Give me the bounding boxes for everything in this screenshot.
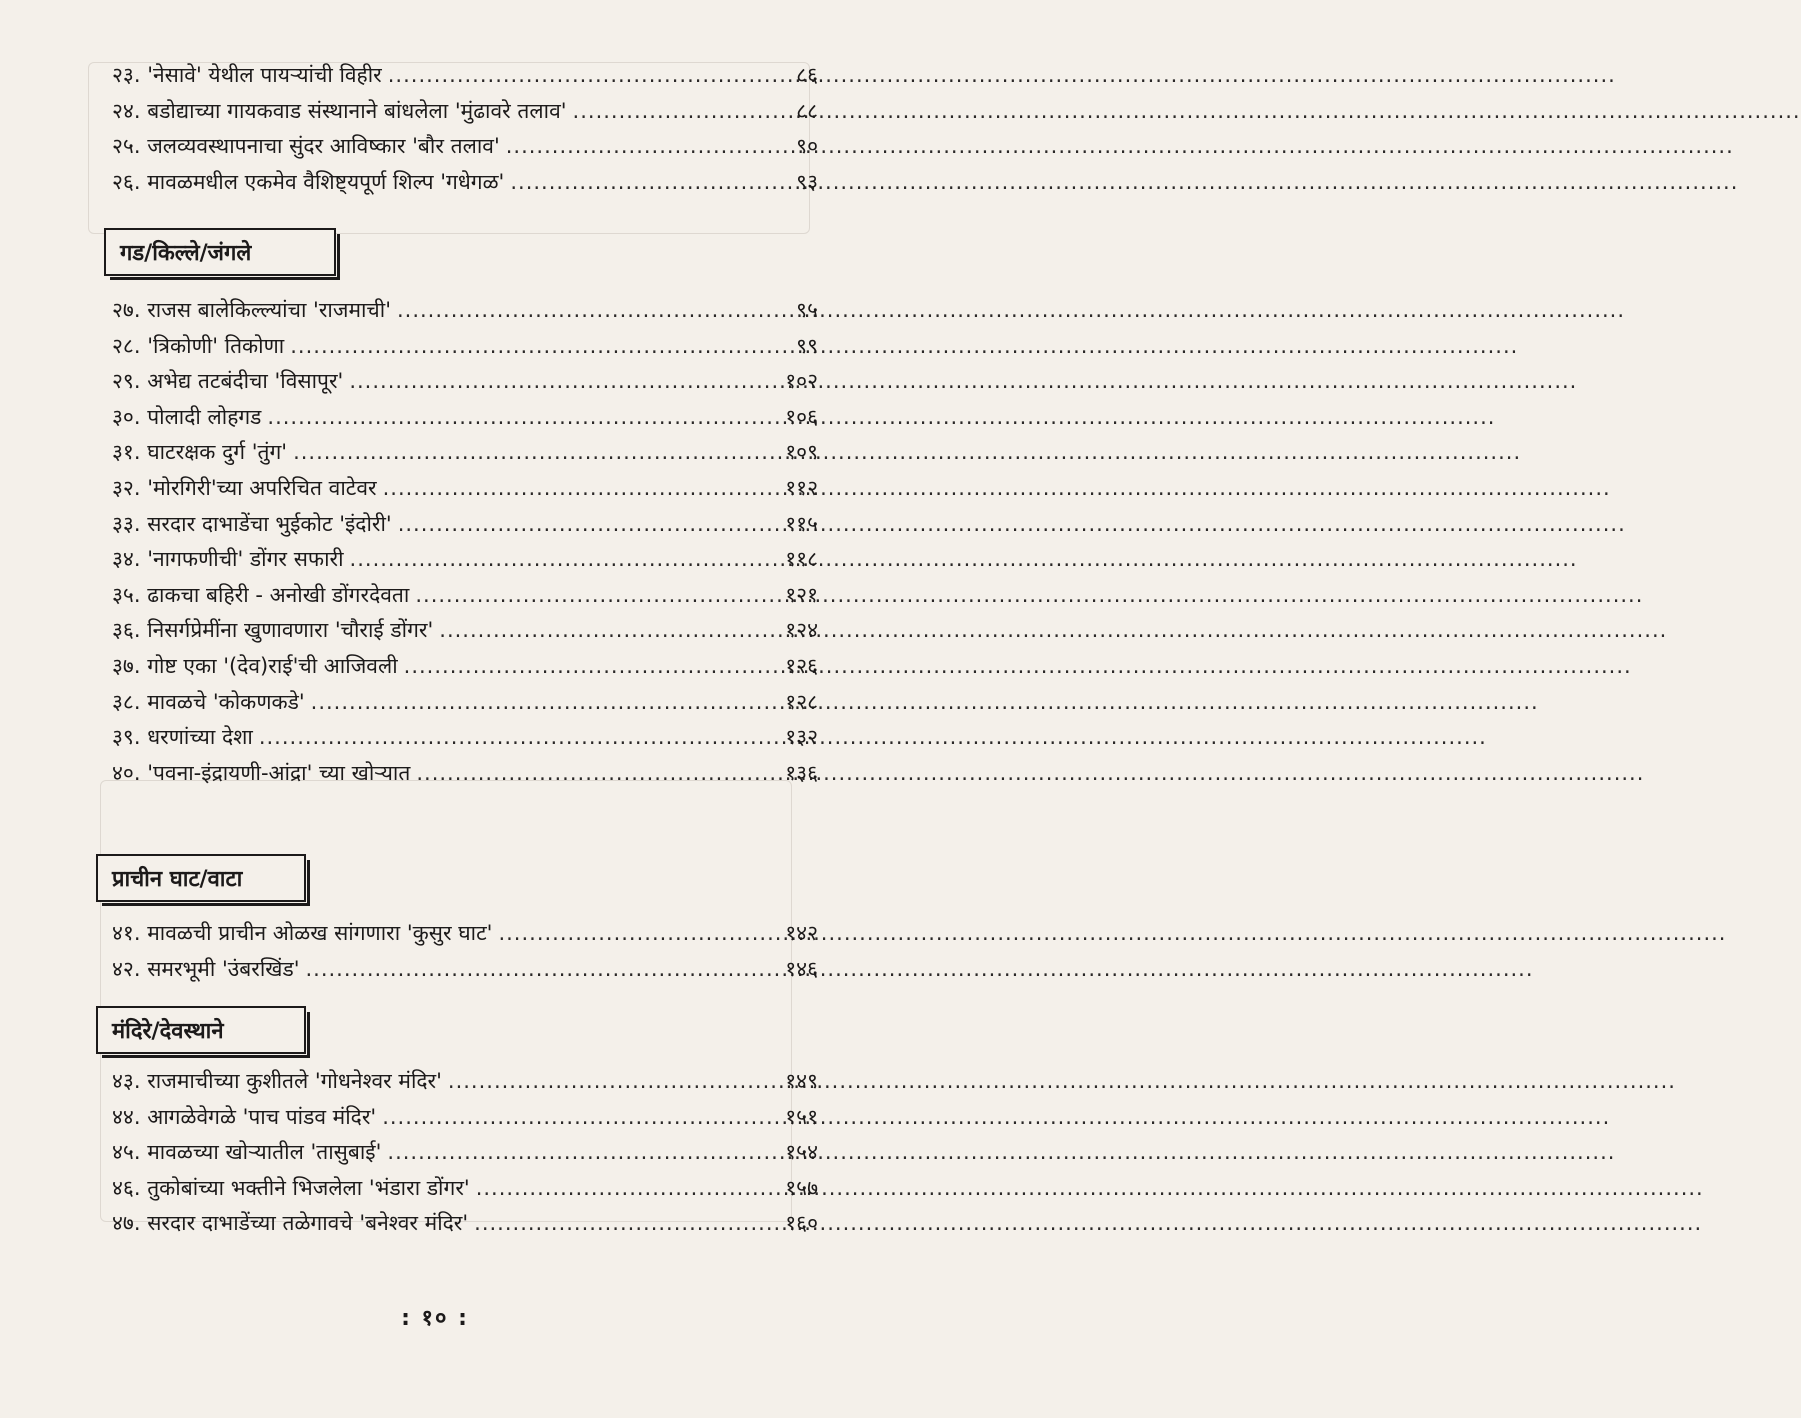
section-heading-temples: मंदिरे/देवस्थाने <box>96 1006 306 1054</box>
entry-number: ३०. <box>112 404 141 429</box>
entry-number: ३६. <box>112 618 141 643</box>
leader-dots <box>383 471 770 507</box>
entry-number: २६. <box>112 169 141 194</box>
entry-title: घाटरक्षक दुर्ग 'तुंग' <box>147 440 288 465</box>
entry-number: ३८. <box>112 689 141 714</box>
entry-page: ९९ <box>796 333 818 358</box>
leader-dots <box>267 400 770 436</box>
entry-page: ९३ <box>796 169 818 194</box>
entry-number: ४०. <box>112 760 141 785</box>
leader-dots <box>404 649 770 685</box>
entry-number: ३७. <box>112 653 141 678</box>
toc-entry[interactable] <box>112 649 818 685</box>
entry-title: बडोद्याच्या गायकवाड संस्थानाने बांधलेला 'मुंढावरे तलाव' <box>147 98 567 123</box>
entry-page: १२८ <box>785 689 818 714</box>
leader-dots <box>259 720 770 756</box>
leader-dots <box>398 507 770 543</box>
toc-group-temples <box>112 1064 818 1242</box>
leader-dots <box>350 542 770 578</box>
toc-entry[interactable] <box>112 613 818 649</box>
entry-title: मावळच्या खोऱ्यातील 'तासुबाई' <box>147 1140 382 1165</box>
toc-entry[interactable] <box>112 578 818 614</box>
entry-title: 'मोरगिरी'च्या अपरिचित वाटेवर <box>147 475 377 500</box>
leader-dots <box>415 578 770 614</box>
toc-entry[interactable] <box>112 1135 818 1171</box>
entry-page: १४२ <box>785 921 818 945</box>
leader-dots <box>305 952 770 988</box>
entry-title: समरभूमी 'उंबरखिंड' <box>147 956 300 981</box>
toc-entry[interactable] <box>112 58 818 94</box>
entry-number: ३४. <box>112 547 141 572</box>
toc-entry[interactable] <box>112 1064 818 1100</box>
entry-title: सरदार दाभाडेंच्या तळेगावचे 'बनेश्वर मंदिर' <box>147 1211 469 1236</box>
toc-group-continued <box>112 58 818 200</box>
toc-entry[interactable] <box>112 1100 818 1136</box>
leader-dots <box>416 756 770 792</box>
book-page <box>0 0 870 1418</box>
leader-dots <box>397 293 770 329</box>
toc-entry[interactable] <box>112 471 818 507</box>
page-number-footer: : १० : <box>401 1306 469 1331</box>
entry-title: मावळची प्राचीन ओळख सांगणारा 'कुसुर घाट' <box>147 921 493 945</box>
entry-page: ८८ <box>796 98 818 123</box>
entry-number: ३३. <box>112 511 141 536</box>
entry-title: मावळचे 'कोकणकडे' <box>147 689 305 714</box>
entry-title: मावळमधील एकमेव वैशिष्ट्यपूर्ण शिल्प 'गधेगळ' <box>147 169 505 194</box>
entry-page: १५४ <box>785 1140 818 1165</box>
entry-number: ३५. <box>112 582 141 607</box>
leader-dots <box>349 364 770 400</box>
toc-entry[interactable] <box>112 720 818 756</box>
toc-entry[interactable] <box>112 400 818 436</box>
entry-page: १६० <box>785 1211 818 1236</box>
leader-dots <box>498 916 770 952</box>
entry-title: 'नेसावे' येथील पायऱ्यांची विहीर <box>147 63 382 87</box>
entry-title: 'नागफणीची' डोंगर सफारी <box>147 547 344 572</box>
toc-entry[interactable] <box>112 756 818 792</box>
entry-title: ढाकचा बहिरी - अनोखी डोंगरदेवता <box>147 582 410 607</box>
entry-number: ४६. <box>112 1175 141 1200</box>
toc-entry[interactable] <box>112 507 818 543</box>
entry-number: ४३. <box>112 1069 141 1093</box>
entry-number: २५. <box>112 134 141 159</box>
leader-dots <box>510 165 770 201</box>
entry-number: २३. <box>112 63 141 87</box>
entry-number: ४१. <box>112 921 141 945</box>
entry-title: धरणांच्या देशा <box>147 725 253 750</box>
entry-page: १३६ <box>785 760 818 785</box>
leader-dots <box>474 1206 770 1242</box>
toc-entry[interactable] <box>112 685 818 721</box>
entry-title: तुकोबांच्या भक्तीने भिजलेला 'भंडारा डोंगर' <box>147 1175 470 1200</box>
leader-dots <box>476 1171 770 1207</box>
leader-dots <box>506 129 770 165</box>
entry-page: ११८ <box>785 547 818 572</box>
entry-title: गोष्ट एका '(देव)राई'ची आजिवली <box>147 653 398 678</box>
entry-page: १४९ <box>785 1069 818 1093</box>
entry-title: 'त्रिकोणी' तिकोणा <box>147 333 285 358</box>
entry-page: १५१ <box>785 1104 818 1129</box>
leader-dots <box>290 329 770 365</box>
toc-group-ghats <box>112 916 818 987</box>
toc-entry[interactable] <box>112 329 818 365</box>
entry-page: ८६ <box>796 63 818 87</box>
entry-page: ११५ <box>785 511 818 536</box>
entry-number: २४. <box>112 98 141 123</box>
toc-entry[interactable] <box>112 542 818 578</box>
toc-entry[interactable] <box>112 165 818 201</box>
leader-dots <box>311 685 770 721</box>
leader-dots <box>439 613 770 649</box>
leader-dots <box>382 1100 770 1136</box>
entry-page: १२४ <box>785 618 818 643</box>
entry-title: राजमाचीच्या कुशीतले 'गोधनेश्वर मंदिर' <box>147 1069 442 1093</box>
toc-entry[interactable] <box>112 364 818 400</box>
entry-page: १०२ <box>785 369 818 394</box>
toc-entry[interactable] <box>112 129 818 165</box>
entry-number: ४४. <box>112 1104 141 1129</box>
toc-entry[interactable] <box>112 952 818 988</box>
toc-entry[interactable] <box>112 435 818 471</box>
entry-page: १०९ <box>785 440 818 465</box>
entry-title: अभेद्य तटबंदीचा 'विसापूर' <box>147 369 344 394</box>
entry-number: २९. <box>112 369 141 394</box>
entry-page: १२१ <box>785 582 818 607</box>
section-heading-ghats: प्राचीन घाट/वाटा <box>96 854 306 902</box>
entry-title: पोलादी लोहगड <box>147 404 262 429</box>
leader-dots <box>387 1135 770 1171</box>
entry-number: ४५. <box>112 1140 141 1165</box>
toc-entry[interactable] <box>112 293 818 329</box>
toc-group-forts <box>112 293 818 791</box>
entry-number: २८. <box>112 333 141 358</box>
leader-dots <box>448 1064 770 1100</box>
entry-number: ३९. <box>112 725 141 750</box>
leader-dots <box>293 435 770 471</box>
toc-entry[interactable] <box>112 1206 818 1242</box>
section-heading-forts: गड/किल्ले/जंगले <box>104 228 336 276</box>
entry-page: ९० <box>796 134 818 159</box>
entry-title: आगळेवेगळे 'पाच पांडव मंदिर' <box>147 1104 377 1129</box>
entry-number: ४७. <box>112 1211 141 1236</box>
toc-entry[interactable] <box>112 94 818 130</box>
entry-title: जलव्यवस्थापनाचा सुंदर आविष्कार 'बौर तलाव' <box>147 134 500 159</box>
toc-entry[interactable] <box>112 916 818 952</box>
entry-page: ११२ <box>785 475 818 500</box>
entry-title: 'पवना-इंद्रायणी-आंद्रा' च्या खोऱ्यात <box>147 760 411 785</box>
entry-number: ३१. <box>112 440 141 465</box>
entry-page: ९५ <box>796 298 818 322</box>
entry-page: १३२ <box>785 725 818 750</box>
entry-page: १२६ <box>785 653 818 678</box>
entry-title: राजस बालेकिल्ल्यांचा 'राजमाची' <box>147 298 391 322</box>
entry-page: १०६ <box>785 404 818 429</box>
entry-number: ४२. <box>112 956 141 981</box>
entry-page: १५७ <box>785 1175 818 1200</box>
leader-dots <box>573 94 770 130</box>
entry-number: २७. <box>112 298 141 322</box>
entry-title: सरदार दाभाडेंचा भुईकोट 'इंदोरी' <box>147 511 392 536</box>
entry-title: निसर्गप्रेमींना खुणावणारा 'चौराई डोंगर' <box>147 618 434 643</box>
entry-number: ३२. <box>112 475 141 500</box>
toc-entry[interactable] <box>112 1171 818 1207</box>
leader-dots <box>388 58 770 94</box>
entry-page: १४६ <box>785 956 818 981</box>
